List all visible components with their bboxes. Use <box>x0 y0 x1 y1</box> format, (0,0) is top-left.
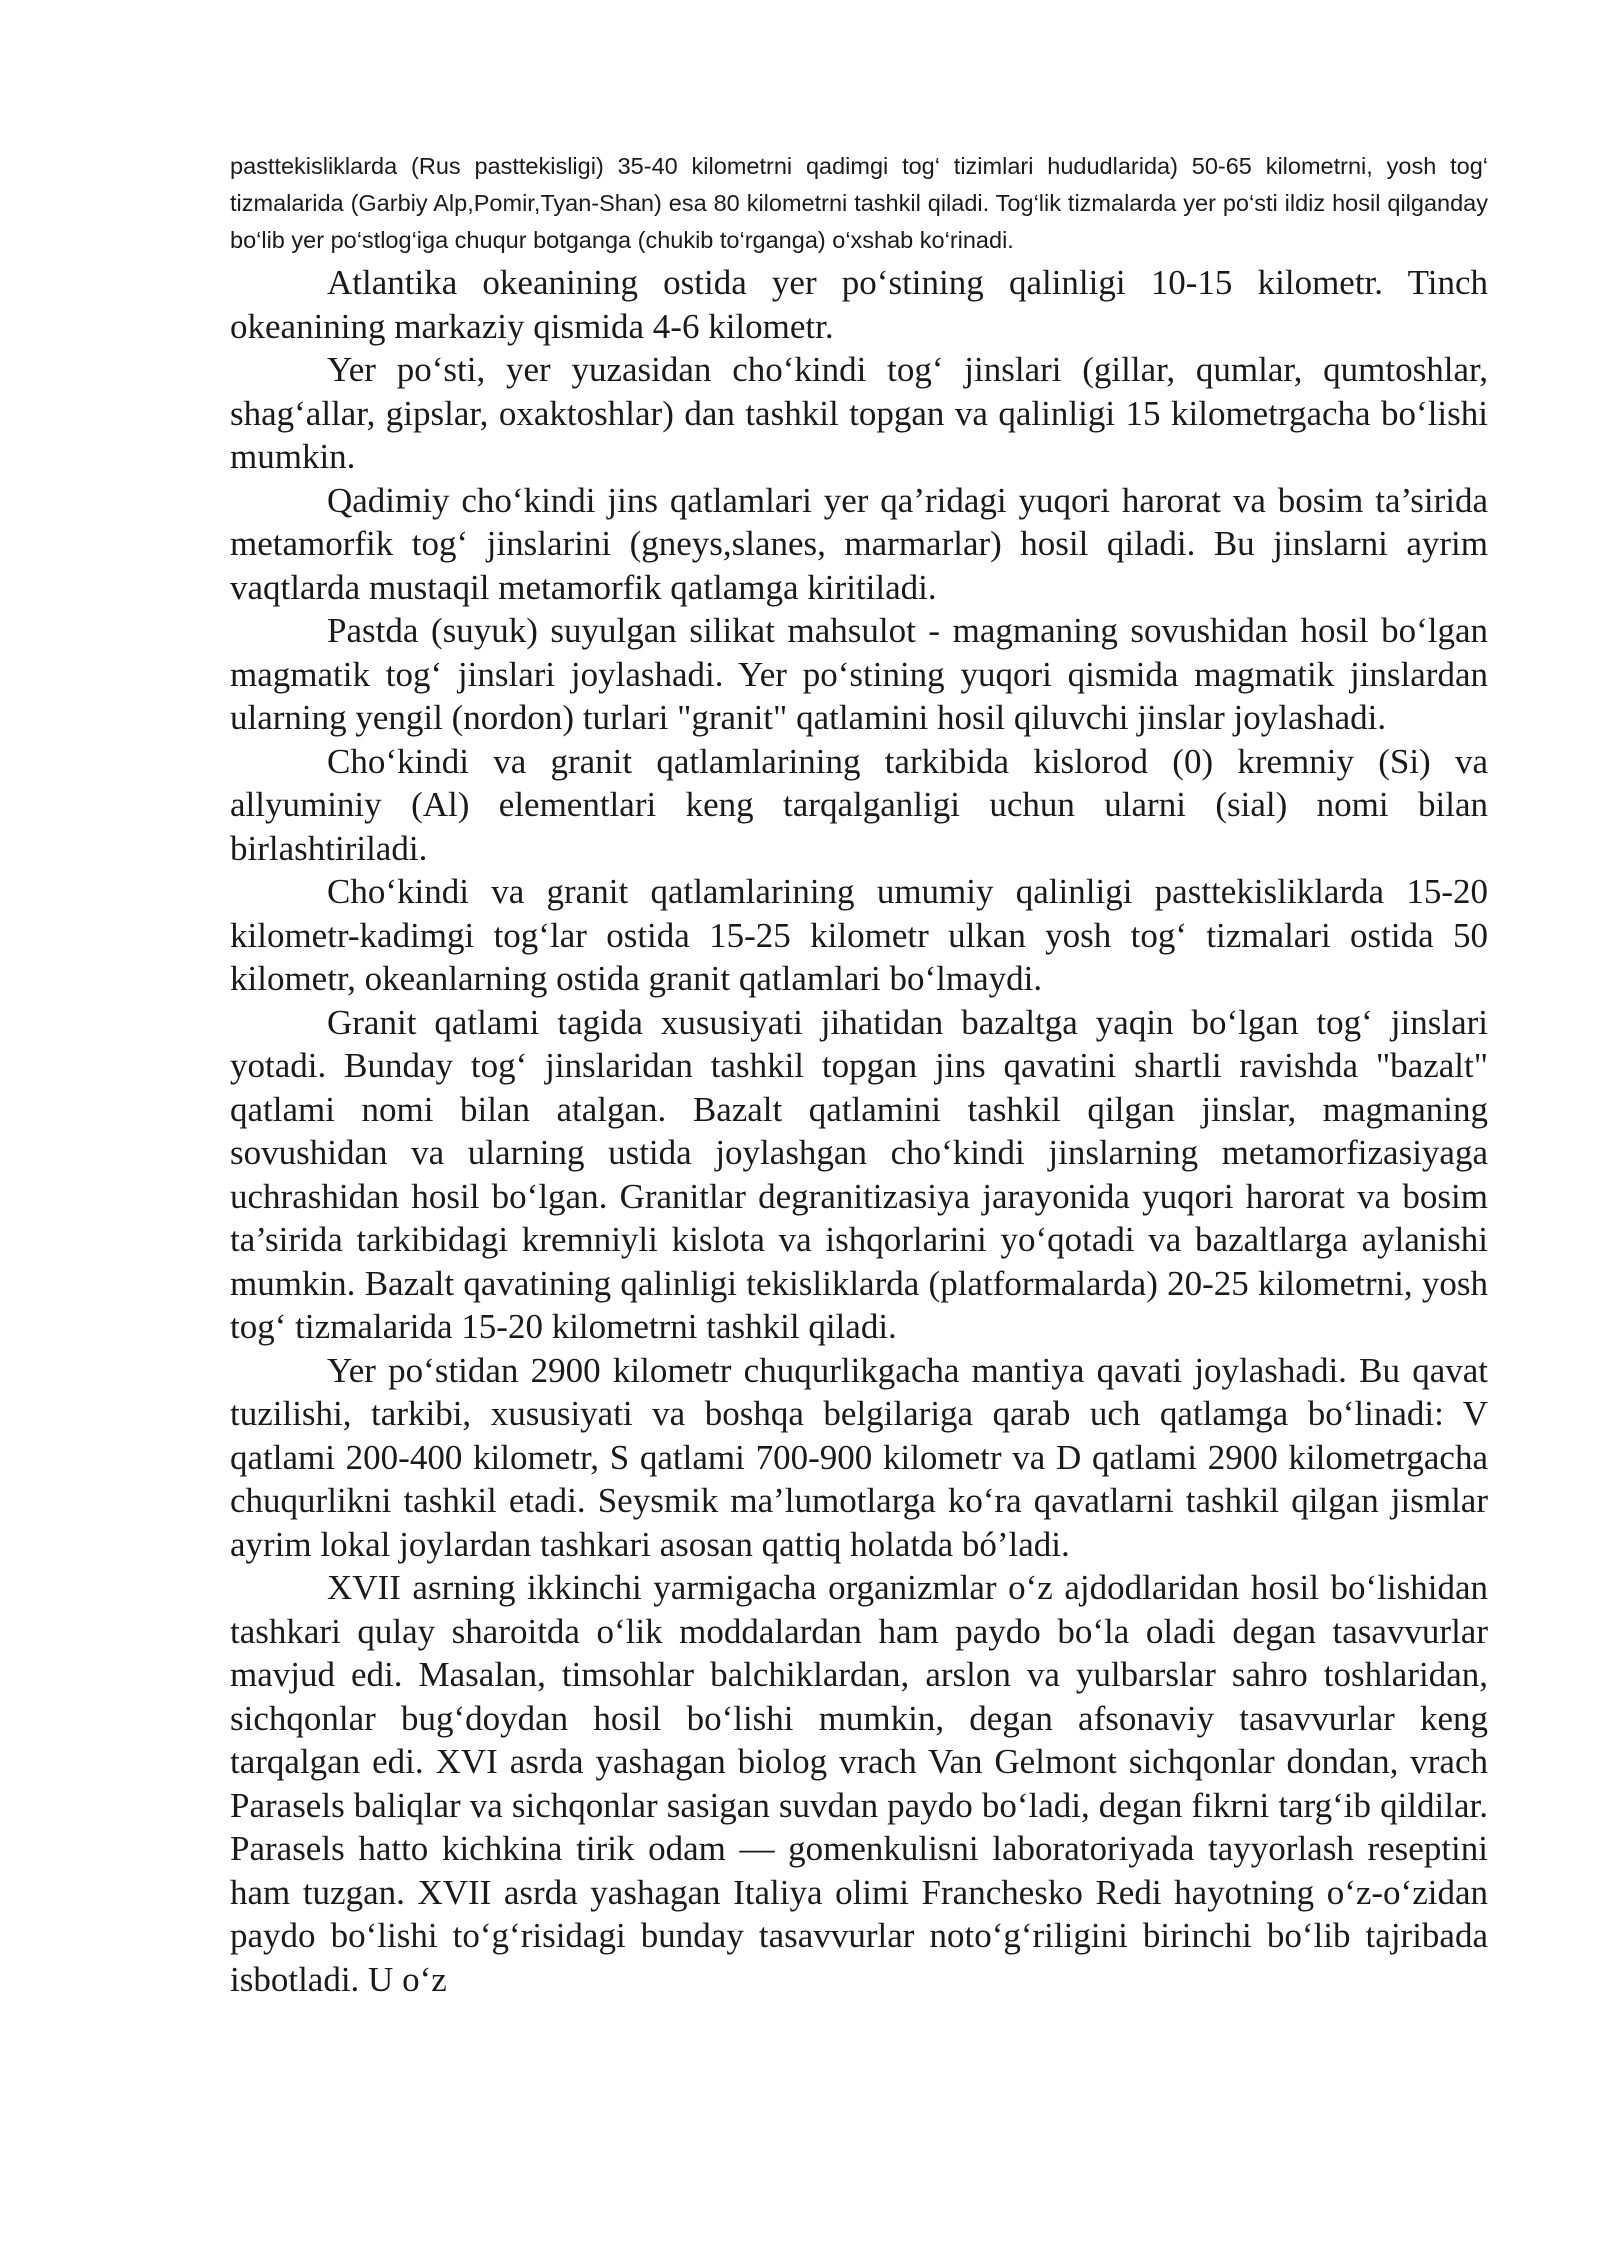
body-paragraph: Yer po‘sti, yer yuzasidan cho‘kindi tog‘ jinslari (gillar, qumlar, qumtoshlar, shag‘allar, gipslar, oxaktoshlar) dan tashkil topgan va qalinligi 15 kilometrgacha bo‘lishi mumkin. <box>230 350 1488 476</box>
body-paragraph: Qadimiy cho‘kindi jins qatlamlari yer qa’ridagi yuqori harorat va bosim ta’sirida metamorfik tog‘ jinslarini (gneys,slanes, marmarlar) hosil qiladi. Bu jinslarni ayrim vaqtlarda mustaqil metamorfik qatlamga kiritiladi. <box>230 480 1488 607</box>
document-page <box>230 148 1488 2001</box>
body-paragraph: Atlantika okeanining ostida yer po‘stining qalinligi 10-15 kilometr. Tinch okeanining markaziy qismida 4-6 kilometr. <box>230 263 1488 346</box>
body-paragraph: Yer po‘stidan 2900 kilometr chuqurlikgacha mantiya qavati joylashadi. Bu qavat tuzilishi, tarkibi, xususiyati va boshqa belgilariga qarab uch qatlamga bo‘linadi: V qatlami 200-400 kilometr, S qatlami 700-900 kilometr va D qatlami 2900 kilometrgacha chuqurlikni tashkil etadi. Seysmik ma’lumotlarga ko‘ra qavatlarni tashkil qilgan jismlar ayrim lokal joylardan tashkari asosan qattiq holatda bó’ladi. <box>230 1350 1488 1564</box>
body-paragraph: Granit qatlami tagida xususiyati jihatidan bazaltga yaqin bo‘lgan tog‘ jinslari yotadi. Bunday tog‘ jinslaridan tashkil topgan jins qavatini shartli ravishda "bazalt" qatlami nomi bilan atalgan. Bazalt qatlamini tashkil qilgan jinslar, magmaning sovushidan va ularning ustida joylashgan cho‘kindi jinslarning metamorfizasiyaga uchrashidan hosil bo‘lgan. Granitlar degranitizasiya jarayonida yuqori harorat va bosim ta’sirida tarkibidagi kremniyli kislota va ishqorlarini yo‘qotadi va bazaltlarga aylanishi mumkin. Bazalt qavatining qalinligi tekisliklarda (platformalarda) 20-25 kilometrni, yosh tog‘ tizmalarida 15-20 kilometrni tashkil qiladi. <box>230 1002 1488 1346</box>
lead-paragraph: pasttekisliklarda (Rus pasttekisligi) 35-40 kilometrni qadimgi tog‘ tizimlari hududlarida) 50-65 kilometrni, yosh tog‘ tizmalarida (Garbiy Alp,Pomir,Tyan-Shan) esa 80 kilometrni tashkil qiladi. Tog‘lik tizmalarda yer po‘sti ildiz hosil qilganday bo‘lib yer po‘stlog‘iga chuqur botganga (chukib to‘rganga) o‘xshab ko‘rinadi. <box>230 153 1488 253</box>
body-paragraph: Cho‘kindi va granit qatlamlarining umumiy qalinligi pasttekisliklarda 15-20 kilometr-kadimgi tog‘lar ostida 15-25 kilometr ulkan yosh tog‘ tizmalari ostida 50 kilometr, okeanlarning ostida granit qatlamlari bo‘lmaydi. <box>230 872 1488 998</box>
body-paragraph: Cho‘kindi va granit qatlamlarining tarkibida kislorod (0) kremniy (Si) va allyuminiy (Al) elementlari keng tarqalganligi uchun ularni (sial) nomi bilan birlashtiriladi. <box>230 741 1488 868</box>
body-paragraph: XVII asrning ikkinchi yarmigacha organizmlar o‘z ajdodlaridan hosil bo‘lishidan tashkari qulay sharoitda o‘lik moddalardan ham paydo bo‘la oladi degan tasavvurlar mavjud edi. Masalan, timsohlar balchiklardan, arslon va yulbarslar sahro toshlaridan, sichqonlar bug‘doydan hosil bo‘lishi mumkin, degan afsonaviy tasavvurlar keng tarqalgan edi. XVI asrda yashagan biolog vrach Van Gelmont sichqonlar dondan, vrach Parasels baliqlar va sichqonlar sasigan suvdan paydo bo‘ladi, degan fikrni targ‘ib qildilar. Parasels hatto kichkina tirik odam — gomenkulisni laboratoriyada tayyorlash reseptini ham tuzgan. XVII asrda yashagan Italiya olimi Franchesko Redi hayotning o‘z-o‘zidan paydo bo‘lishi to‘g‘risidagi bunday tasavvurlar noto‘g‘riligini birinchi bo‘lib tajribada isbotladi. U o‘z <box>230 1568 1488 1999</box>
body-paragraph: Pastda (suyuk) suyulgan silikat mahsulot - magmaning sovushidan hosil bo‘lgan magmatik tog‘ jinslari joylashadi. Yer po‘stining yuqori qismida magmatik jinslardan ularning yengil (nordon) turlari "granit" qatlamini hosil qiluvchi jinslar joylashadi. <box>230 611 1488 737</box>
